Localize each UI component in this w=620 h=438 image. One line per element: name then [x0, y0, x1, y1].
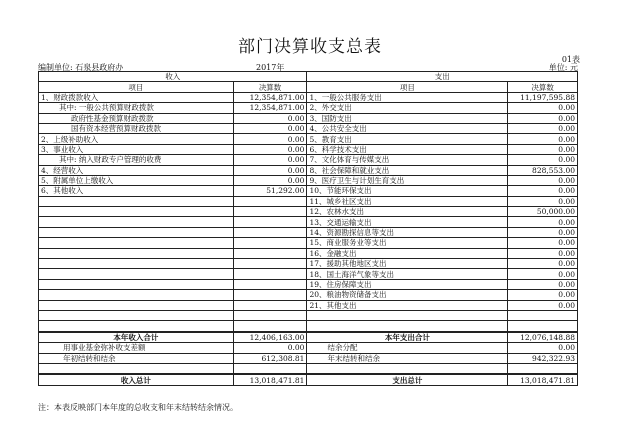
table-row: [39, 343, 578, 353]
expense-amount: 0.00: [508, 269, 578, 279]
income-item: [39, 196, 234, 206]
expense-amount: [508, 321, 578, 332]
expense-item: 6、科学技术支出: [307, 144, 508, 154]
expense-item: 21、其他支出: [307, 300, 508, 310]
expense-item: [307, 310, 508, 320]
expense-item: 19、住房保障支出: [307, 279, 508, 289]
income-amount: [233, 279, 307, 289]
table-row: [39, 186, 578, 196]
income-item: [39, 248, 234, 258]
income-amount: [233, 363, 307, 374]
table-row: [39, 238, 578, 248]
expense-item: 11、城乡社区支出: [307, 196, 508, 206]
income-amount: 12,354,871.00: [233, 103, 307, 113]
expense-item: 年末结转和结余: [307, 353, 508, 363]
table-row: [39, 259, 578, 269]
table-row: [39, 196, 578, 206]
income-amount: [233, 259, 307, 269]
table-row: [39, 363, 578, 374]
expense-amount-header: 决算数: [508, 82, 578, 92]
income-amount: 0.00: [233, 113, 307, 123]
table-row: [39, 217, 578, 227]
table-row: [39, 165, 578, 175]
year-label: 2017年: [256, 63, 285, 72]
expense-item: 7、文化体育与传媒支出: [307, 155, 508, 165]
income-amount: [233, 290, 307, 300]
expense-amount: 0.00: [508, 123, 578, 133]
expense-amount: 0.00: [508, 134, 578, 144]
expense-item: 18、国土海洋气象等支出: [307, 269, 508, 279]
expense-amount: 0.00: [508, 196, 578, 206]
expense-item: 17、援助其他地区支出: [307, 259, 508, 269]
table-row: [39, 269, 578, 279]
income-item: [39, 363, 234, 374]
income-amount: 0.00: [233, 165, 307, 175]
table-row: [39, 92, 578, 102]
expense-amount: [508, 363, 578, 374]
income-amount: [233, 269, 307, 279]
expense-amount: 0.00: [508, 175, 578, 185]
expense-item: 9、医疗卫生与计划生育支出: [307, 175, 508, 185]
income-item: [39, 227, 234, 237]
expense-grand-label: 支出总计: [307, 374, 508, 385]
expense-amount: 0.00: [508, 279, 578, 289]
income-item: [39, 310, 234, 320]
table-row: [39, 321, 578, 332]
expense-item: 5、教育支出: [307, 134, 508, 144]
income-item: [39, 321, 234, 332]
income-amount: [233, 217, 307, 227]
table-row: [39, 155, 578, 165]
table-row: [39, 103, 578, 113]
table-subheader-row: [39, 82, 578, 92]
expense-item: 4、公共安全支出: [307, 123, 508, 133]
expense-amount: 942,322.93: [508, 353, 578, 363]
expense-amount: 0.00: [508, 155, 578, 165]
income-grand-value: 13,018,471.81: [233, 374, 307, 385]
income-item: 其中: 一般公共预算财政拨款: [39, 103, 234, 113]
expense-item: 13、交通运输支出: [307, 217, 508, 227]
expense-item: 3、国防支出: [307, 113, 508, 123]
expense-amount: 0.00: [508, 259, 578, 269]
income-item: 政府性基金预算财政拨款: [39, 113, 234, 123]
income-item: [39, 269, 234, 279]
income-amount: 612,308.81: [233, 353, 307, 363]
expense-item: 14、资源勘探信息等支出: [307, 227, 508, 237]
income-item: 年初结转和结余: [39, 353, 234, 363]
expense-item: 结余分配: [307, 343, 508, 353]
income-item: 2、上级补助收入: [39, 134, 234, 144]
expense-item: 16、金融支出: [307, 248, 508, 258]
income-amount: 51,292.00: [233, 186, 307, 196]
table-row: [39, 227, 578, 237]
expense-total-value: 12,076,148.88: [508, 332, 578, 343]
income-amount: 0.00: [233, 155, 307, 165]
expense-grand-value: 13,018,471.81: [508, 374, 578, 385]
income-item: 用事业基金弥补收支差额: [39, 343, 234, 353]
expense-item: 12、农林水支出: [307, 207, 508, 217]
income-item: [39, 259, 234, 269]
expense-item: [307, 321, 508, 332]
income-grand-label: 收入总计: [39, 374, 234, 385]
income-amount-header: 决算数: [233, 82, 307, 92]
income-amount: 0.00: [233, 144, 307, 154]
expense-item: 1、一般公共服务支出: [307, 92, 508, 102]
income-amount: [233, 310, 307, 320]
summary-table: [38, 71, 578, 386]
expense-total-label: 本年支出合计: [307, 332, 508, 343]
income-item: [39, 279, 234, 289]
expense-amount: 0.00: [508, 343, 578, 353]
table-row: [39, 290, 578, 300]
income-amount: [233, 321, 307, 332]
expense-item: 2、外交支出: [307, 103, 508, 113]
income-item: 4、经营收入: [39, 165, 234, 175]
expense-amount: 0.00: [508, 300, 578, 310]
unit-label: 单位: 元: [548, 63, 578, 72]
table-row: [39, 134, 578, 144]
annual-total-row: [39, 332, 578, 343]
expense-amount: [508, 310, 578, 320]
table-row: [39, 144, 578, 154]
form-number: 01表: [561, 55, 580, 64]
income-item: [39, 300, 234, 310]
expense-amount: 0.00: [508, 227, 578, 237]
table-row: [39, 123, 578, 133]
income-item: 1、财政拨款收入: [39, 92, 234, 102]
organization-label: 编制单位: 石泉县政府办: [38, 63, 124, 72]
income-total-value: 12,406,163.00: [233, 332, 307, 343]
expense-item: [307, 363, 508, 374]
expense-amount: 11,197,595.88: [508, 92, 578, 102]
footnote: 注：本表反映部门本年度的总收支和年末结转结余情况。: [38, 403, 238, 412]
table-row: [39, 300, 578, 310]
expense-amount: 50,000.00: [508, 207, 578, 217]
table-row: [39, 207, 578, 217]
expense-amount: 0.00: [508, 144, 578, 154]
expense-item-header: 项目: [307, 82, 508, 92]
table-row: [39, 248, 578, 258]
income-amount: 0.00: [233, 343, 307, 353]
table-row: [39, 353, 578, 363]
page-title: 部门决算收支总表: [238, 37, 382, 57]
income-amount: [233, 207, 307, 217]
income-item: 5、附属单位上缴收入: [39, 175, 234, 185]
expense-item: 10、节能环保支出: [307, 186, 508, 196]
expense-amount: 0.00: [508, 186, 578, 196]
expense-item: 15、商业服务业等支出: [307, 238, 508, 248]
expense-amount: 0.00: [508, 238, 578, 248]
income-total-label: 本年收入合计: [39, 332, 234, 343]
income-amount: [233, 238, 307, 248]
expense-amount: 0.00: [508, 113, 578, 123]
table-row: [39, 310, 578, 320]
income-amount: [233, 248, 307, 258]
income-amount: [233, 227, 307, 237]
expense-amount: 0.00: [508, 217, 578, 227]
income-item: [39, 238, 234, 248]
income-item: 6、其他收入: [39, 186, 234, 196]
income-item: 3、事业收入: [39, 144, 234, 154]
income-amount: 0.00: [233, 123, 307, 133]
income-item: [39, 217, 234, 227]
income-header: 收入: [39, 72, 307, 82]
income-item: [39, 290, 234, 300]
table-row: [39, 113, 578, 123]
income-amount: [233, 196, 307, 206]
table-row: [39, 279, 578, 289]
expense-amount: 0.00: [508, 290, 578, 300]
expense-item: 20、粮油物资储备支出: [307, 290, 508, 300]
grand-total-row: [39, 374, 578, 385]
income-amount: 0.00: [233, 175, 307, 185]
expense-header: 支出: [307, 72, 578, 82]
income-amount: 0.00: [233, 134, 307, 144]
income-amount: 12,354,871.00: [233, 92, 307, 102]
income-amount: [233, 300, 307, 310]
table-header-row: [39, 72, 578, 82]
expense-amount: 0.00: [508, 103, 578, 113]
income-item: 国有资本经营预算财政拨款: [39, 123, 234, 133]
expense-amount: 828,553.00: [508, 165, 578, 175]
table-row: [39, 175, 578, 185]
income-item: [39, 207, 234, 217]
expense-amount: 0.00: [508, 248, 578, 258]
income-item: 其中: 纳入财政专户管理的收费: [39, 155, 234, 165]
income-item-header: 项目: [39, 82, 234, 92]
expense-item: 8、社会保障和就业支出: [307, 165, 508, 175]
